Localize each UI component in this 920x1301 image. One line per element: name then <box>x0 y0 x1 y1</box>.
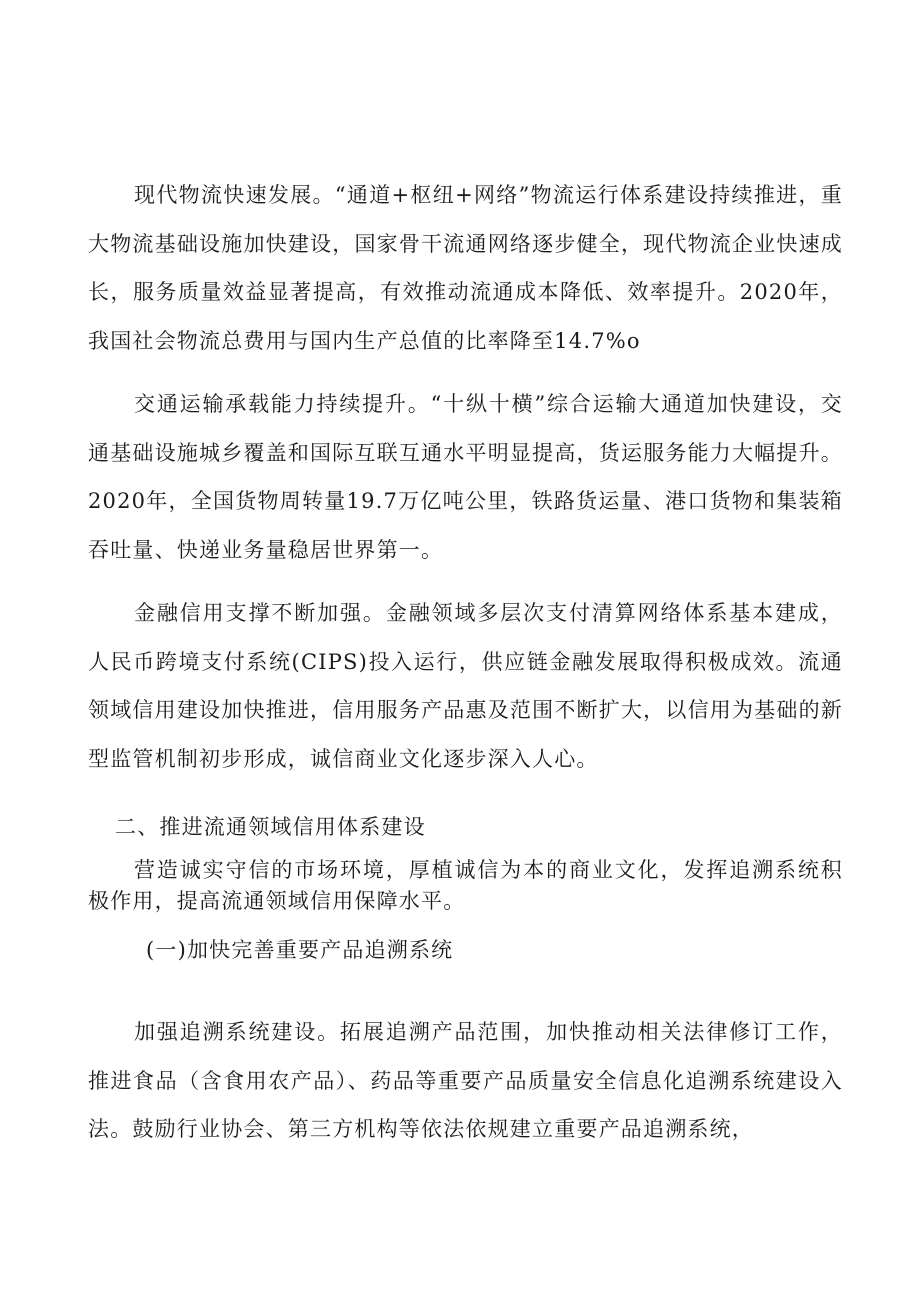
paragraph-modern-logistics: 现代物流快速发展。“通道+枢纽+网络”物流运行体系建设持续推进，重大物流基础设施加快建设，国家骨干流通网络逐步健全，现代物流企业快速成长，服务质量效益显著提高，有效推动流通成本降低、效率提升。2020年，我国社会物流总费用与国内生产总值的比率降至14.7%o <box>88 183 843 353</box>
paragraph-financial-credit: 金融信用支撑不断加强。金融领域多层次支付清算网络体系基本建成，人民币跨境支付系统(CIPS)投入运行，供应链金融发展取得积极成效。流通领域信用建设加快推进，信用服务产品惠及范围不断扩大，以信用为基础的新型监管机制初步形成，诚信商业文化逐步深入人心。 <box>88 601 843 771</box>
paragraph-traceability-construction: 加强追溯系统建设。拓展追溯产品范围，加快推动相关法律修订工作，推进食品（含食用农产品）、药品等重要产品质量安全信息化追溯系统建设入法。鼓励行业协会、第三方机构等依法依规建立重要产品追溯系统， <box>88 1020 843 1141</box>
paragraph-section-intro: 营造诚实守信的市场环境，厚植诚信为本的商业文化，发挥追溯系统积极作用，提高流通领域信用保障水平。 <box>88 858 843 913</box>
subsection-heading-traceability: (一)加快完善重要产品追溯系统 <box>146 938 454 962</box>
section-heading-credit-system: 二、推进流通领域信用体系建设 <box>115 815 426 839</box>
paragraph-transport-capacity: 交通运输承载能力持续提升。“十纵十横”综合运输大通道加快建设，交通基础设施城乡覆盖和国际互联互通水平明显提高，货运服务能力大幅提升。2020年，全国货物周转量19.7万亿吨公里，铁路货运量、港口货物和集装箱吞吐量、快递业务量稳居世界第一。 <box>88 392 843 562</box>
